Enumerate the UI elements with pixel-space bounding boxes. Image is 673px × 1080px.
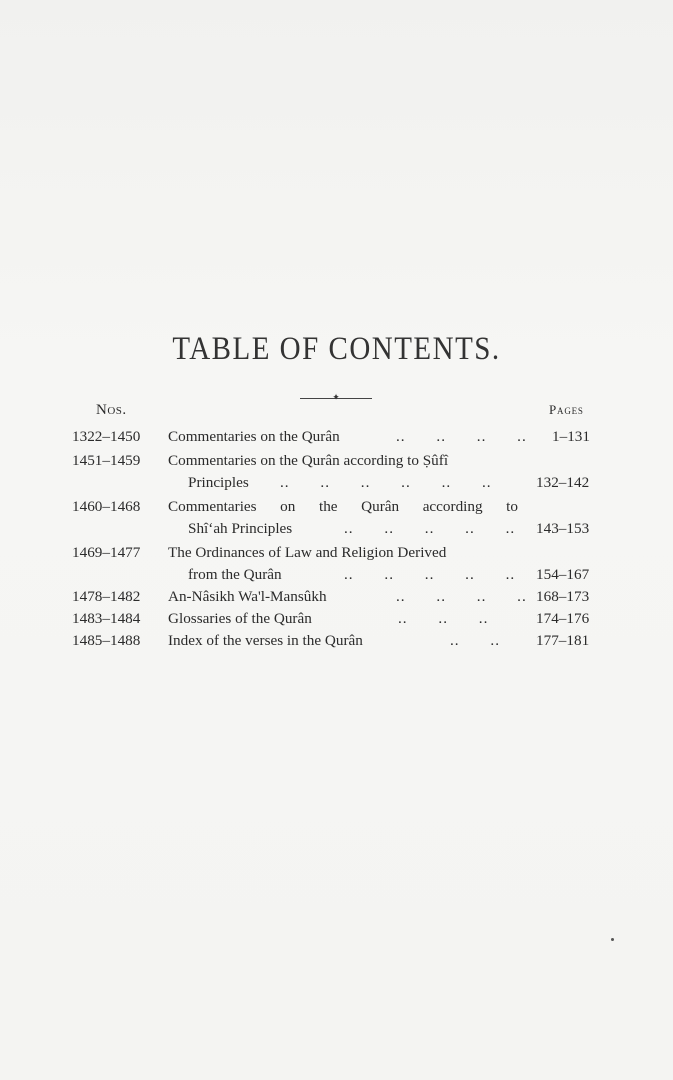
leader-dots: .. .. .. .. .. .. bbox=[280, 474, 492, 491]
leader-dots: .. .. .. .. .. bbox=[344, 566, 516, 583]
entry-number-range: 1478–1482 bbox=[72, 588, 141, 605]
entry-pages: 143–153 bbox=[536, 520, 590, 537]
entry-title-continued: from the Qurân bbox=[188, 566, 282, 583]
entry-pages: 132–142 bbox=[536, 474, 590, 491]
paper-speck bbox=[611, 938, 614, 941]
entry-title: An-Nâsikh Wa'l-Mansûkh bbox=[168, 588, 327, 605]
entry-number-range: 1460–1468 bbox=[72, 498, 141, 515]
entry-number-range: 1483–1484 bbox=[72, 610, 141, 627]
entry-number-range: 1322–1450 bbox=[72, 428, 141, 445]
entry-title: Commentaries on the Qurân according to bbox=[168, 498, 518, 515]
entry-number-range: 1485–1488 bbox=[72, 632, 141, 649]
entry-number-range: 1451–1459 bbox=[72, 452, 141, 469]
entry-pages: 1–131 bbox=[552, 428, 590, 445]
entry-title: Index of the verses in the Qurân bbox=[168, 632, 363, 649]
leader-dots: .. .. .. .. bbox=[396, 428, 527, 445]
leader-dots: .. .. .. bbox=[398, 610, 489, 627]
page-title: TABLE OF CONTENTS. bbox=[172, 331, 501, 367]
entry-pages: 177–181 bbox=[536, 632, 590, 649]
pages-column-header: Pages bbox=[549, 402, 584, 417]
entry-title: Commentaries on the Qurân according to Ṣûfî bbox=[168, 452, 449, 469]
rule-ornament: ✦ bbox=[332, 392, 340, 402]
entry-title: Commentaries on the Qurân bbox=[168, 428, 340, 445]
entry-pages: 154–167 bbox=[536, 566, 590, 583]
entry-pages: 174–176 bbox=[536, 610, 590, 627]
leader-dots: .. .. .. .. .. bbox=[344, 520, 516, 537]
entry-pages: 168–173 bbox=[536, 588, 590, 605]
nos-column-header: Nos. bbox=[96, 402, 127, 418]
leader-dots: .. .. .. .. bbox=[396, 588, 527, 605]
entry-number-range: 1469–1477 bbox=[72, 544, 141, 561]
entry-title-continued: Principles bbox=[188, 474, 249, 491]
leader-dots: .. .. bbox=[450, 632, 500, 649]
entry-title-continued: Shî‘ah Principles bbox=[188, 520, 293, 537]
entry-title: Glossaries of the Qurân bbox=[168, 610, 312, 627]
entry-title: The Ordinances of Law and Religion Derived bbox=[168, 544, 447, 561]
